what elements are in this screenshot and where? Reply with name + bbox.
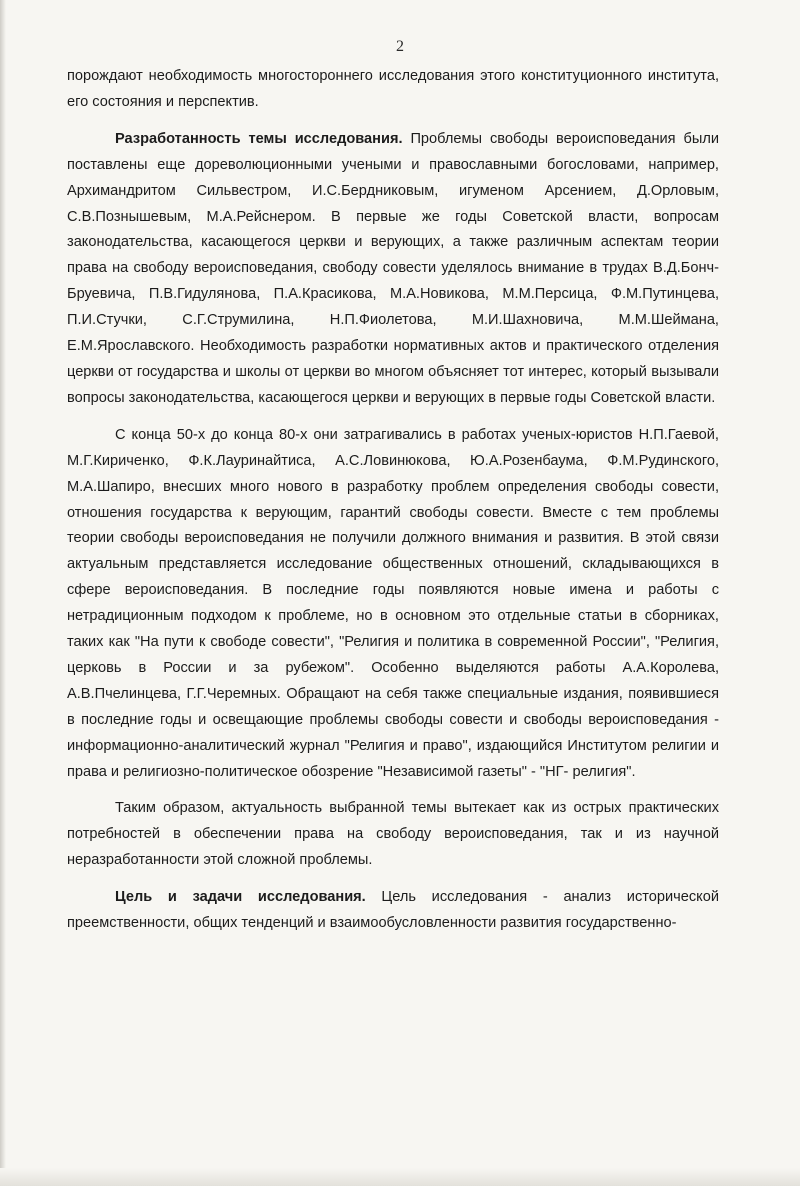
paragraph-researchers: С конца 50-х до конца 80-х они затрагивались в работах ученых-юристов Н.П.Гаевой, М.Г.Кириченко, Ф.К.Лауринайтиса, А.С.Ловинюкова, Ю.А.Розенбаума, Ф.М.Рудинского, М.А.Шапиро, внесших много нового в разработку проблем определения свободы совести, отношения государства к верующим, гарантий свободы совести. Вместе с тем проблемы теории свободы вероисповедания не получили должного внимания и развития. В этой связи актуальным представляется исследование общественных отношений, складывающихся в сфере вероисповедания. В последние годы появляются новые имена и работы с нетрадиционным подходом к проблеме, но в основном это отдельные статьи в сборниках, таких как "На пути к свободе совести", "Религия и политика в современной России", "Религия, церковь в России и за рубежом". Особенно выделяются работы А.А.Королева, А.В.Пчелинцева, Г.Г.Черемных. Обращают на себя также специальные издания, появившиеся в последние годы и освещающие проблемы свободы совести и свободы вероисповедания - информационно-аналитический журнал "Религия и право", издающийся Институтом религии и права и религиозно-политическое обозрение "Независимой газеты" - "НГ- религия". <box>67 426 719 780</box>
paragraph-text: Цель исследования - анализ исторической преемственности, общих тенденций и взаимообусловленности развития государственно- <box>67 889 719 932</box>
page-number: 2 <box>396 38 404 55</box>
paragraph-continuation: порождают необходимость многостороннего исследования этого конституционного института, его состояния и перспектив. <box>67 68 719 110</box>
section-heading-goals: Цель и задачи исследования. <box>115 889 366 906</box>
paragraph-text: Проблемы свободы вероисповедания были поставлены еще дореволюционными учеными и православными богословами, например, Архимандритом Сильвестром, И.С.Бердниковым, игуменом Арсением, Д.Орловым, С.В.Познышевым, М.А.Рейснером. В первые же годы Советской власти, вопросам законодательства, касающегося церкви и верующих, а также различным аспектам теории права на свободу вероисповедания, свободу совести уделялось внимание в трудах В.Д.Бонч-Бруевича, П.В.Гидулянова, П.А.Красикова, М.А.Новикова, М.М.Персица, Ф.М.Путинцева, П.И.Стучки, С.Г.Струмилина, Н.П.Фиолетова, М.И.Шахновича, М.М.Шеймана, Е.М.Ярославского. Необходимость разработки нормативных актов и практического отделения церкви от государства и школы от церкви во многом объясняет тот интерес, который вызывали вопросы законодательства, касающегося церкви и верующих в первые годы Советской власти. <box>67 130 719 406</box>
body-text <box>67 64 719 937</box>
paragraph-goals <box>67 885 719 937</box>
section-heading-research-development: Разработанность темы исследования. <box>115 130 403 147</box>
paragraph-research-development <box>67 127 719 412</box>
paragraph-conclusion: Таким образом, актуальность выбранной темы вытекает как из острых практических потребностей в обеспечении права на свободу вероисповедания, так и из научной неразработанности этой сложной проблемы. <box>67 800 719 869</box>
scan-bottom-edge <box>0 1168 800 1186</box>
scan-edge <box>0 0 6 1186</box>
